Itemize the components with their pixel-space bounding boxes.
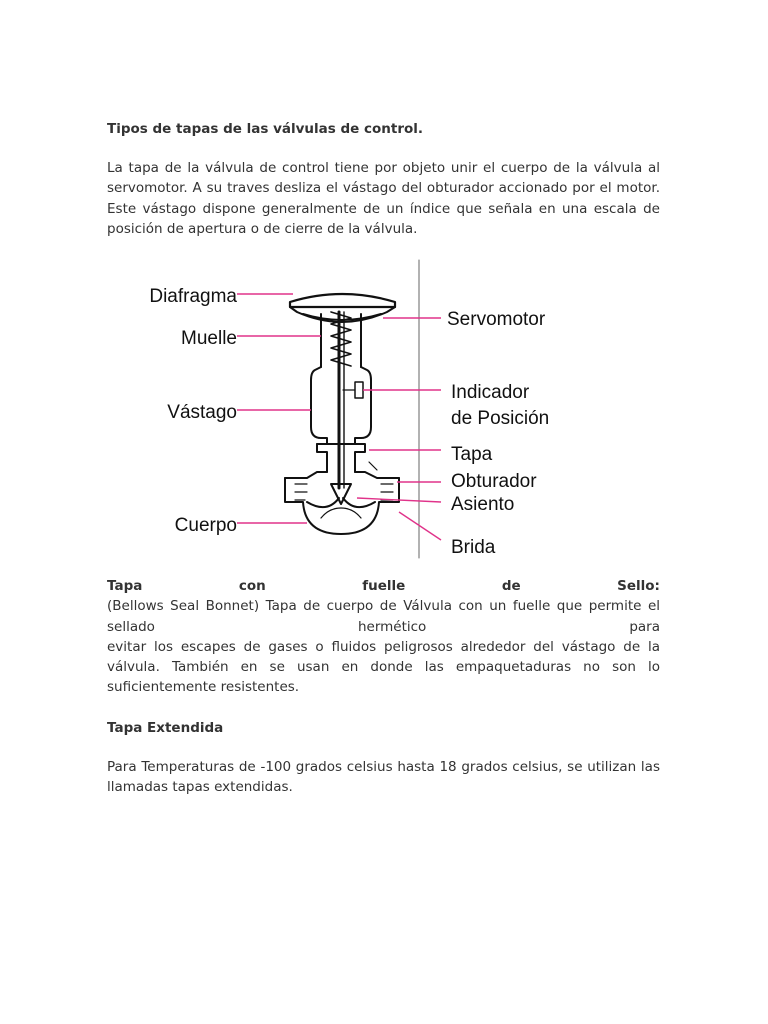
document-title: Tipos de tapas de las válvulas de control.	[107, 121, 424, 137]
title-word: Tapa	[107, 578, 143, 594]
label-obturador: Obturador	[451, 471, 537, 492]
title-word: con	[238, 578, 266, 594]
title-word: fuelle	[362, 578, 406, 594]
label-cuerpo: Cuerpo	[174, 515, 237, 536]
bellows-line: suficientemente resistentes.	[107, 679, 300, 696]
label-tapa: Tapa	[451, 444, 493, 465]
valve-diagram	[107, 252, 567, 562]
label-asiento: Asiento	[451, 494, 515, 515]
intro-line: posición de apertura o de cierre de la válvula.	[107, 220, 418, 237]
bellows-line	[107, 617, 660, 637]
intro-line: Este vástago dispone generalmente de un índice que señala en una escala de	[107, 200, 660, 217]
bellows-section	[107, 576, 660, 698]
bellows-word: hermético	[357, 618, 427, 635]
label-de-posicion: de Posición	[451, 408, 550, 429]
extended-section	[107, 757, 660, 798]
bellows-line: válvula. También en se usan en donde las empaquetaduras no son lo	[107, 659, 660, 676]
intro-paragraph	[107, 158, 660, 239]
title-word: Sello:	[617, 578, 660, 594]
extended-line: llamadas tapas extendidas.	[107, 779, 293, 796]
bellows-line: (Bellows Seal Bonnet) Tapa de cuerpo de Válvula con un fuelle que permite el	[107, 598, 660, 615]
label-diafragma: Diafragma	[149, 286, 237, 307]
label-muelle: Muelle	[181, 328, 237, 349]
label-vastago: Vástago	[167, 402, 237, 423]
bellows-line: evitar los escapes de gases o fluidos peligrosos alrededor del vástago de la	[107, 638, 660, 655]
bellows-word: para	[629, 618, 660, 635]
title-word: de	[501, 578, 521, 594]
bellows-word: sellado	[107, 618, 155, 635]
intro-line: servomotor. A su traves desliza el vástago del obturador accionado por el motor.	[107, 180, 660, 197]
label-indicador: Indicador	[451, 382, 530, 403]
extended-line: Para Temperaturas de -100 grados celsius hasta 18 grados celsius, se utilizan las	[107, 759, 660, 775]
label-brida: Brida	[451, 537, 496, 558]
intro-line: La tapa de la válvula de control tiene por objeto unir el cuerpo de la válvula al	[107, 160, 660, 176]
bellows-section-title	[107, 576, 660, 596]
extended-section-title: Tapa Extendida	[107, 720, 224, 736]
label-servomotor: Servomotor	[447, 309, 546, 330]
